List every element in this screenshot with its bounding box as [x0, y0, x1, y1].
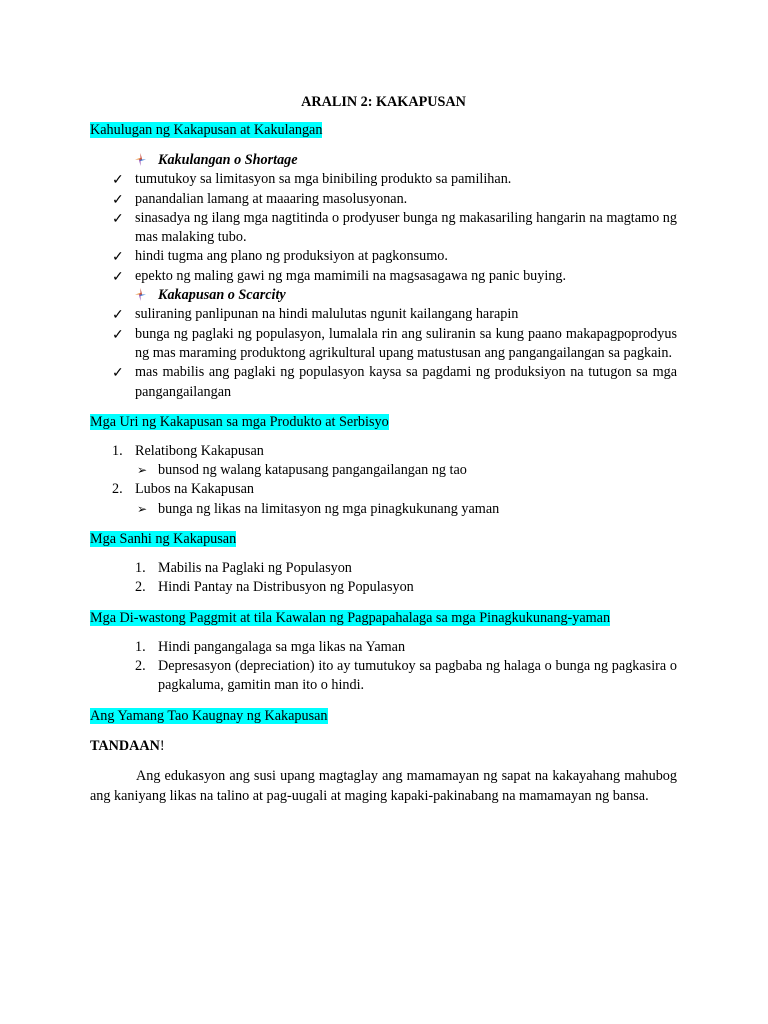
- list-item: ✓ mas mabilis ang paglaki ng populasyon kaysa sa pagdami ng produksiyon na tutugon sa mga pangangailangan: [112, 364, 677, 400]
- checkmark-icon: ✓: [112, 269, 124, 285]
- shortage-label: Kakulangan o Shortage: [158, 152, 298, 168]
- arrowhead-icon: ➢: [137, 501, 148, 516]
- tandaan-label: TANDAAN!: [90, 737, 165, 754]
- section-heading-kahulugan: Kahulugan ng Kakapusan at Kakulangan: [90, 122, 323, 138]
- checkmark-icon: ✓: [112, 250, 124, 266]
- tandaan-paragraph: Ang edukasyon ang susi upang magtaglay ang mamamayan ng sapat na kakayahang mahubog ang kaniyang likas na talino at pag-uugali at maging kapaki-pakinabang na mamamayan ng bansa.: [90, 767, 677, 804]
- list-item: 2. Hindi Pantay na Distribusyon ng Populasyon: [135, 579, 414, 596]
- section-heading-uri: Mga Uri ng Kakapusan sa mga Produkto at Serbisyo: [90, 413, 389, 430]
- checkmark-icon: ✓: [112, 366, 124, 382]
- sub-list-item: ➢ bunga ng likas na limitasyon ng mga pinagkukunang yaman: [90, 500, 677, 519]
- four-color-diamond-icon: [135, 288, 146, 301]
- sub-list-item: ➢ bunsod ng walang katapusang pangangailangan ng tao: [90, 461, 677, 480]
- list-item: ✓ hindi tugma ang plano ng produksiyon at pagkonsumo.: [90, 247, 677, 266]
- document-content: [90, 92, 677, 806]
- list-item: 2. Depresasyon (depreciation) ito ay tumutukoy sa pagbaba ng halaga o bunga ng pagkasira o pagkaluma, gamitin man ito o hindi.: [135, 657, 677, 694]
- checkmark-icon: ✓: [112, 327, 124, 343]
- list-item: 2. Lubos na Kakapusan: [112, 481, 254, 498]
- list-item: ✓ suliraning panlipunan na hindi malulutas ngunit kailangang harapin: [90, 305, 677, 324]
- checkmark-icon: ✓: [112, 173, 124, 189]
- list-item: 1. Mabilis na Paglaki ng Populasyon: [135, 560, 352, 577]
- list-item: ✓ sinasadya ng ilang mga nagtitinda o prodyuser bunga ng makasariling hangarin na magtamo ng mas malaking tubo.: [112, 209, 677, 246]
- scarcity-heading: [90, 286, 677, 305]
- checkmark-icon: ✓: [112, 192, 124, 208]
- list-item: ✓ tumutukoy sa limitasyon sa mga binibiling produkto sa pamilihan.: [90, 170, 677, 189]
- arrowhead-icon: ➢: [137, 463, 148, 478]
- checkmark-icon: ✓: [112, 308, 124, 324]
- list-item: ✓ bunga ng paglaki ng populasyon, lumalala rin ang suliranin sa kung paano makapagpoprodyus ng mas maraming produktong agrikultural upang matustusan ang pangangailangan sa pagkain.: [112, 325, 677, 361]
- checkmark-icon: ✓: [112, 211, 124, 227]
- page-title: ARALIN 2: KAKAPUSAN: [301, 94, 466, 110]
- section-heading-sanhi: Mga Sanhi ng Kakapusan: [90, 531, 237, 548]
- scarcity-label: Kakapusan o Scarcity: [158, 287, 286, 304]
- list-item: ✓ epekto ng maling gawi ng mga mamimili na magsasagawa ng panic buying.: [90, 267, 677, 286]
- list-item: 1. Relatibong Kakapusan: [112, 442, 264, 459]
- section-heading-di-wastong: Mga Di-wastong Paggmit at tila Kawalan ng Pagpapahalaga sa mga Pinagkukunang-yaman: [90, 609, 611, 626]
- list-item: 1. Hindi pangangalaga sa mga likas na Yaman: [135, 638, 406, 655]
- shortage-heading: [90, 151, 677, 170]
- list-item: ✓ panandalian lamang at maaaring masolusyonan.: [90, 190, 677, 209]
- four-color-diamond-icon: [135, 153, 146, 166]
- section-heading-yamang-tao: Ang Yamang Tao Kaugnay ng Kakapusan: [90, 707, 328, 724]
